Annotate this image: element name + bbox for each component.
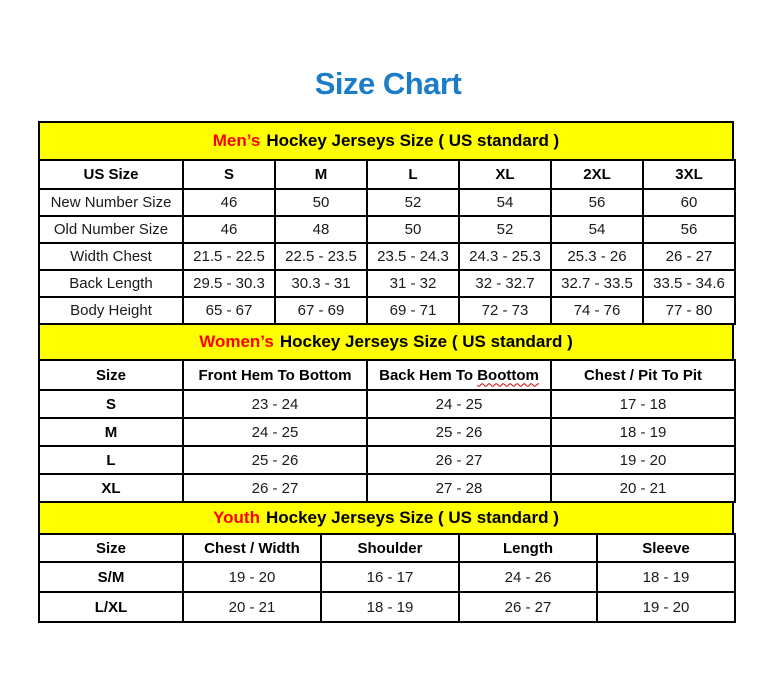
youth-header-row [39,534,735,562]
value-cell: 72 - 73 [459,297,551,324]
value-cell: 69 - 71 [367,297,459,324]
size-chart [38,121,734,623]
value-cell: 48 [275,216,367,243]
value-cell: 26 - 27 [183,474,367,502]
womens-col-size: Size [39,360,183,390]
value-cell: 65 - 67 [183,297,275,324]
table-row [39,243,735,270]
value-cell: 18 - 19 [551,418,735,446]
womens-section-header [38,323,734,361]
size-cell: S/M [39,562,183,592]
womens-header-row [39,360,735,390]
mens-highlight: Men’s [212,131,261,150]
value-cell: 17 - 18 [551,390,735,418]
value-cell: 54 [551,216,643,243]
mens-col-2xl: 2XL [551,160,643,189]
value-cell: 26 - 27 [459,592,597,622]
mens-col-us-size: US Size [39,160,183,189]
value-cell: 31 - 32 [367,270,459,297]
table-row [39,592,735,622]
womens-size-table [38,359,736,503]
table-row [39,297,735,324]
womens-col-front: Front Hem To Bottom [183,360,367,390]
table-row [39,446,735,474]
row-label: Back Length [39,270,183,297]
value-cell: 19 - 20 [597,592,735,622]
womens-band-text: Hockey Jerseys Size ( US standard ) [279,332,573,351]
row-label: New Number Size [39,189,183,216]
youth-col-length: Length [459,534,597,562]
value-cell: 77 - 80 [643,297,735,324]
value-cell: 25.3 - 26 [551,243,643,270]
size-cell: M [39,418,183,446]
table-row [39,562,735,592]
value-cell: 54 [459,189,551,216]
value-cell: 20 - 21 [183,592,321,622]
value-cell: 22.5 - 23.5 [275,243,367,270]
size-cell: L/XL [39,592,183,622]
table-row [39,474,735,502]
mens-section-header [38,121,734,161]
table-row [39,189,735,216]
value-cell: 24 - 25 [183,418,367,446]
mens-col-xl: XL [459,160,551,189]
value-cell: 52 [459,216,551,243]
mens-col-m: M [275,160,367,189]
value-cell: 56 [551,189,643,216]
value-cell: 18 - 19 [321,592,459,622]
youth-col-size: Size [39,534,183,562]
youth-band-text: Hockey Jerseys Size ( US standard ) [265,508,559,527]
value-cell: 23 - 24 [183,390,367,418]
mens-size-table [38,159,736,325]
youth-highlight: Youth [213,508,260,527]
size-cell: S [39,390,183,418]
youth-col-chest: Chest / Width [183,534,321,562]
size-cell: L [39,446,183,474]
value-cell: 52 [367,189,459,216]
table-row [39,216,735,243]
size-cell: XL [39,474,183,502]
value-cell: 46 [183,216,275,243]
value-cell: 24.3 - 25.3 [459,243,551,270]
row-label: Old Number Size [39,216,183,243]
value-cell: 20 - 21 [551,474,735,502]
womens-col-back [367,360,551,390]
youth-col-shoulder: Shoulder [321,534,459,562]
row-label: Body Height [39,297,183,324]
row-label: Width Chest [39,243,183,270]
mens-col-s: S [183,160,275,189]
youth-size-table [38,533,736,623]
value-cell: 24 - 26 [459,562,597,592]
table-row [39,418,735,446]
value-cell: 26 - 27 [643,243,735,270]
value-cell: 25 - 26 [367,418,551,446]
youth-col-sleeve: Sleeve [597,534,735,562]
value-cell: 74 - 76 [551,297,643,324]
mens-band-text: Hockey Jerseys Size ( US standard ) [266,131,560,150]
mens-col-3xl: 3XL [643,160,735,189]
value-cell: 32.7 - 33.5 [551,270,643,297]
value-cell: 30.3 - 31 [275,270,367,297]
value-cell: 25 - 26 [183,446,367,474]
value-cell: 32 - 32.7 [459,270,551,297]
value-cell: 60 [643,189,735,216]
value-cell: 29.5 - 30.3 [183,270,275,297]
value-cell: 19 - 20 [551,446,735,474]
value-cell: 46 [183,189,275,216]
value-cell: 33.5 - 34.6 [643,270,735,297]
womens-col-chest: Chest / Pit To Pit [551,360,735,390]
value-cell: 26 - 27 [367,446,551,474]
value-cell: 27 - 28 [367,474,551,502]
value-cell: 67 - 69 [275,297,367,324]
womens-highlight: Women’s [199,332,274,351]
value-cell: 56 [643,216,735,243]
value-cell: 18 - 19 [597,562,735,592]
value-cell: 24 - 25 [367,390,551,418]
mens-header-row [39,160,735,189]
mens-col-l: L [367,160,459,189]
value-cell: 21.5 - 22.5 [183,243,275,270]
back-hem-label: Back Hem To [379,366,474,384]
misspelled-word: Boottom [477,366,539,384]
value-cell: 23.5 - 24.3 [367,243,459,270]
value-cell: 19 - 20 [183,562,321,592]
value-cell: 50 [367,216,459,243]
value-cell: 16 - 17 [321,562,459,592]
youth-section-header [38,501,734,535]
value-cell: 50 [275,189,367,216]
page-title: Size Chart [314,66,462,101]
table-row [39,270,735,297]
table-row [39,390,735,418]
